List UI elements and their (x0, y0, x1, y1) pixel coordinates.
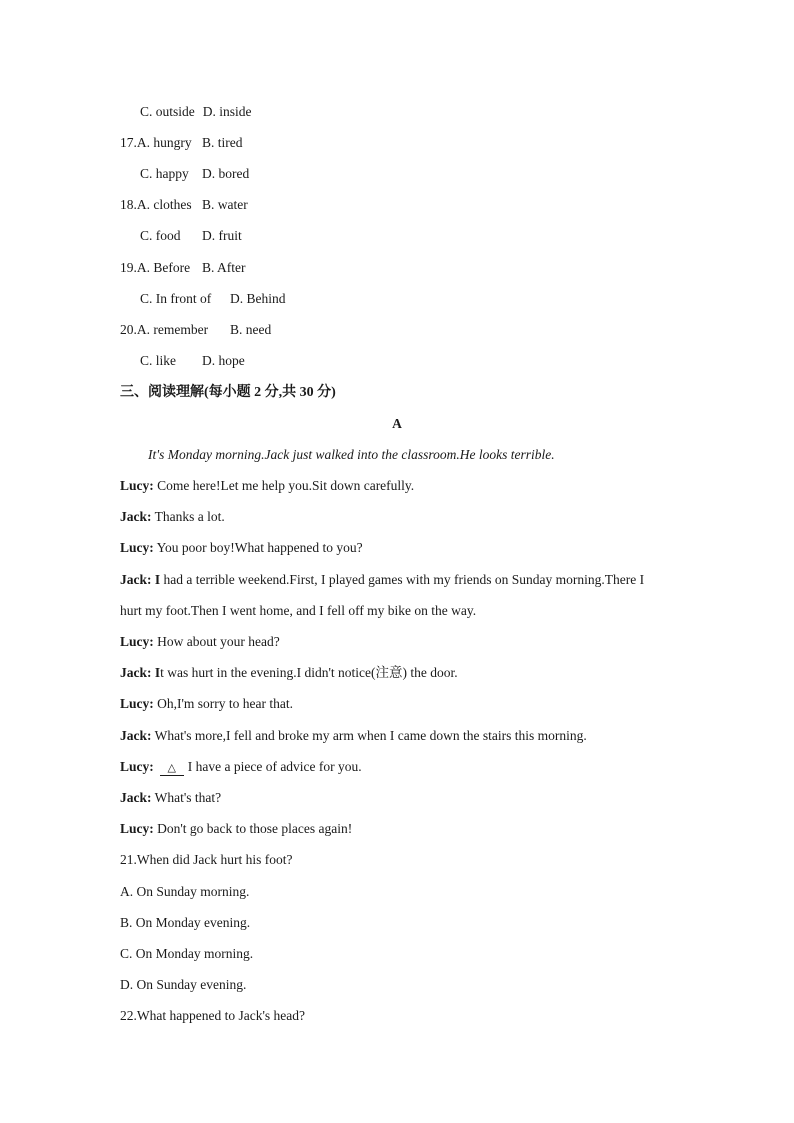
question-21-option-d[interactable]: D. On Sunday evening. (120, 977, 247, 992)
dialogue-line (120, 571, 644, 589)
option-a: 20.A. remember (120, 322, 209, 337)
question-22: 22.What happened to Jack's head? (120, 1008, 305, 1023)
options-17-ab (120, 134, 243, 152)
option-a: 17.A. hungry (120, 135, 192, 150)
dialogue-line (120, 539, 363, 557)
dialogue-text: had a terrible weekend.First, I played games with my friends on Sunday morning.There I (163, 572, 645, 587)
options-17-cd (140, 165, 249, 183)
dialogue-line (120, 789, 221, 807)
options-18-ab (120, 196, 248, 214)
options-19-cd (140, 290, 286, 308)
option-c: C. food (140, 228, 181, 243)
option-b: B. tired (202, 135, 243, 150)
speaker: Jack: I (120, 665, 161, 680)
dialogue-line (120, 820, 352, 838)
dialogue-line (120, 508, 225, 526)
passage-intro: It's Monday morning.Jack just walked into the classroom.He looks terrible. (148, 447, 555, 462)
dialogue-text: I have a piece of advice for you. (187, 759, 362, 774)
dialogue-line (120, 758, 362, 776)
dialogue-line (120, 727, 587, 745)
option-d: D. inside (202, 104, 252, 119)
option-c: C. In front of (140, 291, 212, 306)
option-b: B. need (230, 322, 272, 337)
options-20-ab (120, 321, 271, 339)
question-21-option-c[interactable]: C. On Monday morning. (120, 946, 254, 961)
dialogue-line (120, 633, 280, 651)
option-c: C. happy (140, 166, 189, 181)
speaker: Jack: (120, 509, 152, 524)
option-d: D. Behind (230, 291, 286, 306)
speaker: Lucy: (120, 478, 154, 493)
dialogue-text: What's more,I fell and broke my arm when I came down the stairs this morning. (154, 728, 587, 743)
answer-blank[interactable]: △ (160, 761, 184, 776)
speaker: Lucy: (120, 759, 154, 774)
speaker: Jack: (120, 790, 152, 805)
speaker: Lucy: (120, 821, 154, 836)
passage-letter: A (392, 416, 402, 431)
question-21: 21.When did Jack hurt his foot? (120, 852, 293, 867)
section-title: 三、阅读理解(每小题 2 分,共 30 分) (120, 385, 336, 400)
speaker: Lucy: (120, 634, 154, 649)
options-18-cd (140, 227, 242, 245)
question-21-option-b[interactable]: B. On Monday evening. (120, 915, 251, 930)
dialogue-text: You poor boy!What happened to you? (156, 540, 363, 555)
option-b: B. water (202, 197, 248, 212)
dialogue-text: hurt my foot.Then I went home, and I fell off my bike on the way. (120, 603, 477, 618)
option-a: 18.A. clothes (120, 197, 192, 212)
speaker: Lucy: (120, 540, 154, 555)
options-19-ab (120, 259, 246, 277)
dialogue-text: Oh,I'm sorry to hear that. (157, 696, 294, 711)
option-b: B. After (202, 260, 246, 275)
options-16-cd (140, 103, 252, 121)
speaker: Jack: (120, 728, 152, 743)
dialogue-text: How about your head? (157, 634, 280, 649)
dialogue-text: Come here!Let me help you.Sit down carefully. (157, 478, 415, 493)
dialogue-line (120, 477, 414, 495)
dialogue-text: Thanks a lot. (154, 509, 225, 524)
dialogue-text: Don't go back to those places again! (157, 821, 353, 836)
speaker: Jack: I (120, 572, 161, 587)
dialogue-line (120, 695, 293, 713)
options-20-cd (140, 352, 245, 370)
dialogue-line-continued (120, 602, 476, 620)
dialogue-text: t was hurt in the evening.I didn't notice(注意) the door. (160, 665, 458, 680)
option-a: 19.A. Before (120, 260, 191, 275)
dialogue-line (120, 664, 458, 682)
speaker: Lucy: (120, 696, 154, 711)
option-c: C. like (140, 353, 176, 368)
dialogue-text: What's that? (154, 790, 222, 805)
option-d: D. fruit (202, 228, 242, 243)
option-d: D. bored (202, 166, 250, 181)
option-c: C. outside (140, 104, 195, 119)
question-21-option-a[interactable]: A. On Sunday morning. (120, 884, 250, 899)
option-d: D. hope (202, 353, 245, 368)
